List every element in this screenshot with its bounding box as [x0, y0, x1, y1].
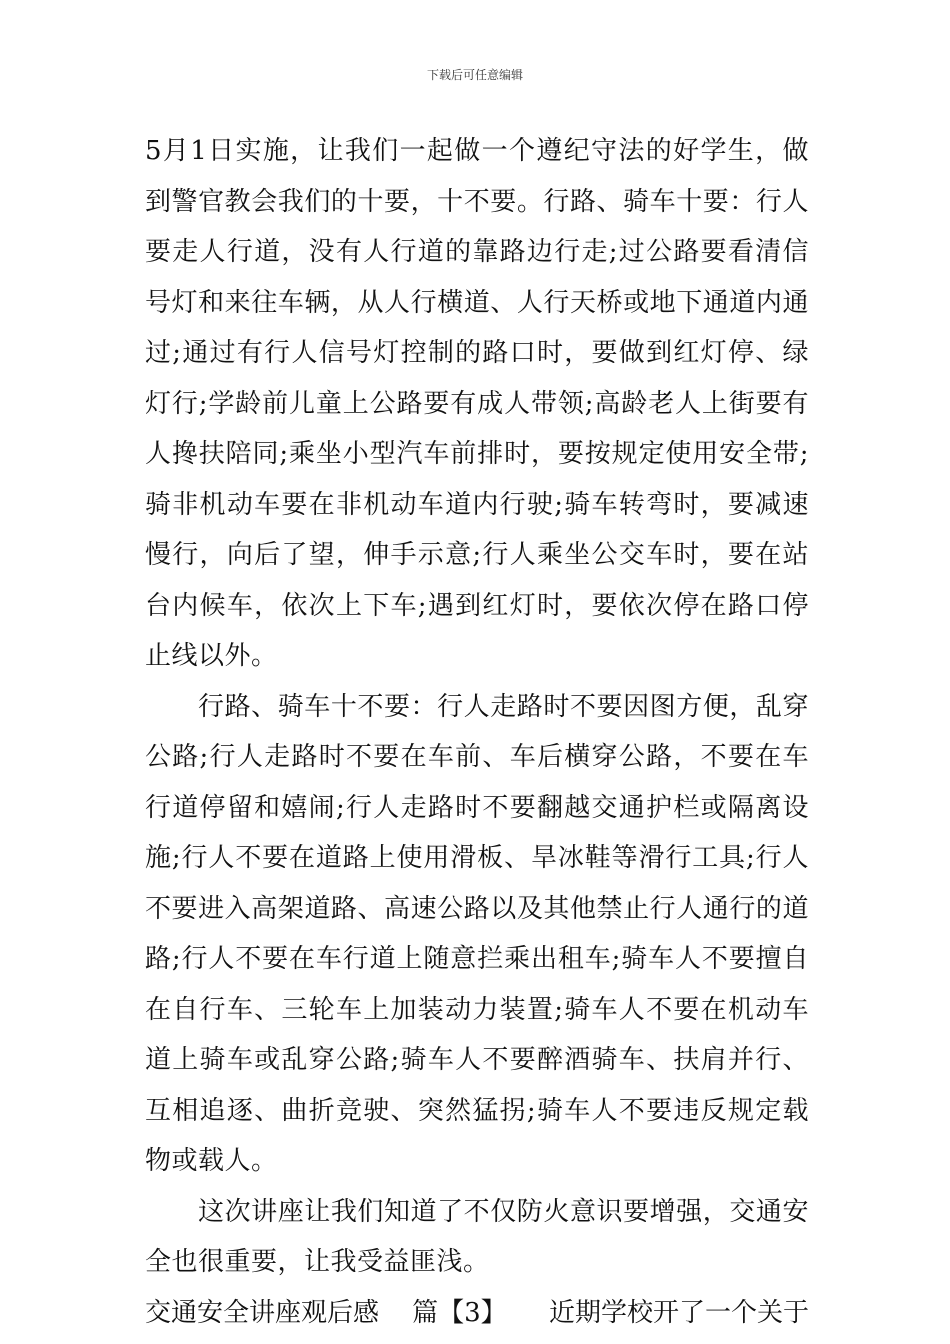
page-header-note: 下载后可任意编辑: [426, 68, 523, 82]
document-body: [145, 126, 809, 1338]
paragraph-3: 这次讲座让我们知道了不仅防火意识要增强，交通安全也很重要，让我受益匪浅。: [145, 1196, 809, 1277]
paragraph-1: 5月1日实施，让我们一起做一个遵纪守法的好学生，做到警官教会我们的十要，十不要。行路、骑车十要：行人要走人行道，没有人行道的靠路边行走;过公路要看清信号灯和来往车辆，从人行横道、人行天桥或地下通道内通过;通过有行人信号灯控制的路口时，要做到红灯停、绿灯行;学龄前儿童上公路要有成人带领;高龄老人上街要有人搀扶陪同;乘坐小型汽车前排时，要按规定使用安全带;骑非机动车要在非机动车道内行驶;骑车转弯时，要减速慢行，向后了望，伸手示意;行人乘坐公交车时，要在站台内候车，依次上下车;遇到红灯时，要依次停在路口停止线以外。: [145, 136, 809, 671]
section-heading-line: [145, 1288, 809, 1339]
section-number: 篇【3】: [412, 1297, 507, 1328]
section-opening-text: 近期学校开了一个关于: [548, 1297, 809, 1328]
section-title-text: 交通安全讲座观后感: [145, 1297, 380, 1328]
paragraph-2: 行路、骑车十不要：行人走路时不要因图方便，乱穿公路;行人走路时不要在车前、车后横穿公路，不要在车行道停留和嬉闹;行人走路时不要翻越交通护栏或隔离设施;行人不要在道路上使用滑板、旱冰鞋等滑行工具;行人不要进入高架道路、高速公路以及其他禁止行人通行的道路;行人不要在车行道上随意拦乘出租车;骑车人不要擅自在自行车、三轮车上加装动力装置;骑车人不要在机动车道上骑车或乱穿公路;骑车人不要醉酒骑车、扶肩并行、互相追逐、曲折竞驶、突然猛拐;骑车人不要违反规定载物或载人。: [145, 691, 809, 1176]
section-title: [145, 1288, 507, 1339]
